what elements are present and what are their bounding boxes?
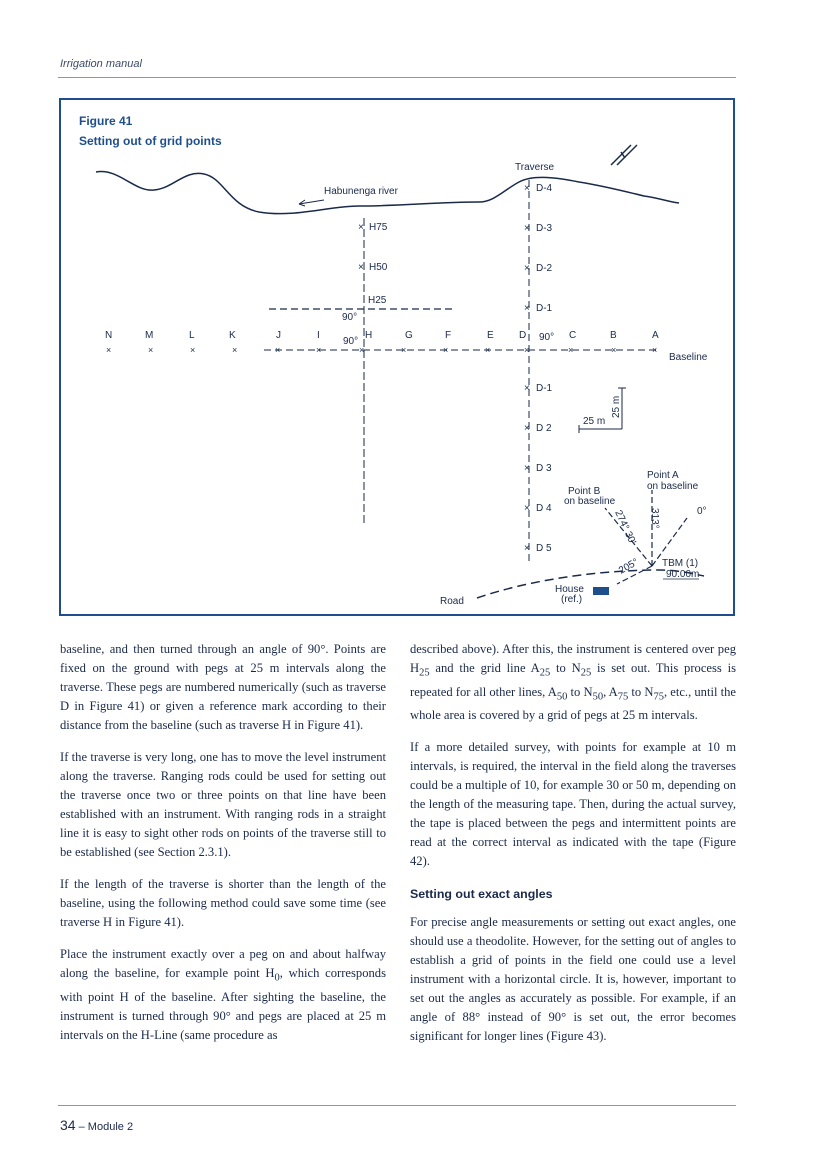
page-footer <box>60 1117 133 1135</box>
angle-90-h: 90° <box>343 336 359 347</box>
tbm-elevation: 90.00m <box>666 569 700 580</box>
svg-text:×: × <box>524 503 530 514</box>
svg-text:×: × <box>316 345 322 355</box>
figure-title: Setting out of grid points <box>79 134 222 148</box>
baseline-point-label: E <box>487 330 494 341</box>
point-b-sublabel: on baseline <box>564 496 616 507</box>
h50-label: H50 <box>369 262 388 273</box>
svg-text:×: × <box>190 345 196 355</box>
svg-text:×: × <box>524 263 530 274</box>
baseline-point-label: D <box>519 330 527 341</box>
scale-horizontal-label: 25 m <box>583 416 606 427</box>
paragraph: If the length of the traverse is shorter than the length of the baseline, using the following method could save some time (see traverse H in Figure 41). <box>60 877 386 929</box>
house-label: House <box>555 584 584 595</box>
section-heading: Setting out exact angles <box>410 887 553 902</box>
paragraph: described above). After this, the instrument is centered over peg $H_{25}$ and the grid line $A_{25}$ to $N_{25}$ is set out. This process is repeated for all other lines, $A_{50}$ to $N_{50}$, $A_{75}$ to $N_{75}$, etc., until the whole area is covered by a grid of pegs at 25 m intervals. <box>410 642 737 723</box>
d-peg-label: D 5 <box>536 543 552 554</box>
point-a-sublabel: on baseline <box>647 481 699 492</box>
baseline-point-label: K <box>229 330 236 341</box>
svg-text:×: × <box>524 345 530 355</box>
svg-text:×: × <box>401 345 407 355</box>
house-icon <box>593 587 609 595</box>
running-header: Irrigation manual <box>60 58 142 70</box>
baseline-point-label: G <box>405 330 413 341</box>
svg-text:×: × <box>524 463 530 474</box>
baseline-point-label: C <box>569 330 577 341</box>
d-peg-label: D-2 <box>536 263 553 274</box>
baseline-point-label: I <box>317 330 320 341</box>
d-peg-label: D-1 <box>536 383 553 394</box>
svg-text:×: × <box>148 345 154 355</box>
svg-text:×: × <box>232 345 238 355</box>
svg-text:×: × <box>524 383 530 394</box>
figure-number: Figure 41 <box>79 114 133 128</box>
point-a-label: Point A <box>647 470 679 481</box>
svg-text:×: × <box>275 345 281 355</box>
d-peg-label: D 3 <box>536 463 552 474</box>
baseline-point-label: M <box>145 330 154 341</box>
baseline-point-label: H <box>365 330 373 341</box>
svg-text:×: × <box>443 345 449 355</box>
left-column <box>60 640 386 1058</box>
h25-label: H25 <box>368 295 387 306</box>
baseline-point-label: N <box>105 330 113 341</box>
svg-text:×: × <box>652 345 658 355</box>
figure-41 <box>59 98 735 616</box>
baseline-point-label: J <box>276 330 281 341</box>
svg-text:×: × <box>524 183 530 194</box>
header-divider <box>58 77 736 78</box>
paragraph: If the traverse is very long, one has to move the level instrument along the traverse. Ranging rods could be used for setting out the traverse once two or three points on that line have been established with an instrument. With ranging rods in a straight line it is easy to sight other rods on points of the traverse still to be established (see Section 2.3.1). <box>60 750 386 859</box>
traverse-d-upper-pegs <box>524 183 553 314</box>
baseline-label: Baseline <box>669 352 708 363</box>
traverse-label: Traverse <box>515 162 555 173</box>
d-peg-label: D-1 <box>536 303 553 314</box>
north-arrow-icon <box>611 145 637 165</box>
house-ref-label: (ref.) <box>561 594 583 605</box>
svg-text:×: × <box>524 303 530 314</box>
angle-274-30: 274° 30' <box>612 508 638 547</box>
svg-text:×: × <box>106 345 112 355</box>
baseline-point-label: L <box>189 330 195 341</box>
svg-text:×: × <box>485 345 491 355</box>
tbm-label: TBM (1) <box>662 558 699 569</box>
svg-text:×: × <box>611 345 617 355</box>
svg-text:×: × <box>524 223 530 234</box>
paragraph: For precise angle measurements or setting out exact angles, one should use a theodolite. However, for the setting out of angles to establish a grid of points in the field one could use a level instrument with a horizontal circle. It is, however, important to set out the angles as accurately as possible. For example, if an angle of 88° instead of 90° is set out, the error becomes significant for longer lines (Figure 43). <box>410 915 736 1044</box>
footer-divider <box>58 1105 736 1106</box>
paragraph: If a more detailed survey, with points for example at 10 m intervals, is required, the interval in the field along the traverses could be a multiple of 10, for example 30 or 50 m, depending on the length of the measuring tape. Then, during the actual survey, the tape is placed between the pegs and intermittent points are read at the correct interval as indicated with the tape (Figure 42). <box>410 740 736 869</box>
angle-313: 313° <box>649 508 660 529</box>
peg-mark: × <box>358 222 364 233</box>
figure-diagram <box>59 98 735 616</box>
baseline-point-label: A <box>652 330 659 341</box>
road-label: Road <box>440 596 464 607</box>
d-peg-label: D-3 <box>536 223 553 234</box>
angle-90-d: 90° <box>539 332 555 343</box>
svg-text:×: × <box>359 345 365 355</box>
right-column <box>410 640 736 1059</box>
traverse-d-lower-pegs <box>524 383 553 554</box>
peg-mark: × <box>358 262 364 273</box>
scale-vertical-label: 25 m <box>611 395 622 418</box>
angle-0: 0° <box>697 506 707 517</box>
point-b-label: Point B <box>568 486 601 497</box>
baseline-point-label: B <box>610 330 617 341</box>
d-peg-label: D-4 <box>536 183 553 194</box>
h75-label: H75 <box>369 222 388 233</box>
svg-text:×: × <box>524 423 530 434</box>
module-label: – Module 2 <box>75 1121 134 1133</box>
paragraph: Place the instrument exactly over a peg on and about halfway along the baseline, for example point $H_0$, which corresponds with point H of the baseline. After sighting the baseline, the instrument is turned through 90° and pegs are placed at 25 m intervals on the H-Line (same procedure as <box>60 947 386 1042</box>
svg-text:×: × <box>568 345 574 355</box>
page-number: 34 <box>60 1117 76 1133</box>
svg-text:×: × <box>524 543 530 554</box>
d-peg-label: D 2 <box>536 423 552 434</box>
angle-205: 205° <box>617 556 641 577</box>
baseline-points <box>105 330 659 341</box>
d-peg-label: D 4 <box>536 503 552 514</box>
baseline-point-label: F <box>445 330 452 341</box>
river-label: Habunenga river <box>324 186 398 197</box>
angle-90-h25: 90° <box>342 312 358 323</box>
paragraph: baseline, and then turned through an angle of 90°. Points are fixed on the ground with pegs at 25 m intervals along the traverse. These pegs are numbered numerically (such as traverse D in Figure 41) or given a reference mark according to their distance from the baseline (such as traverse H in Figure 41). <box>60 642 386 732</box>
